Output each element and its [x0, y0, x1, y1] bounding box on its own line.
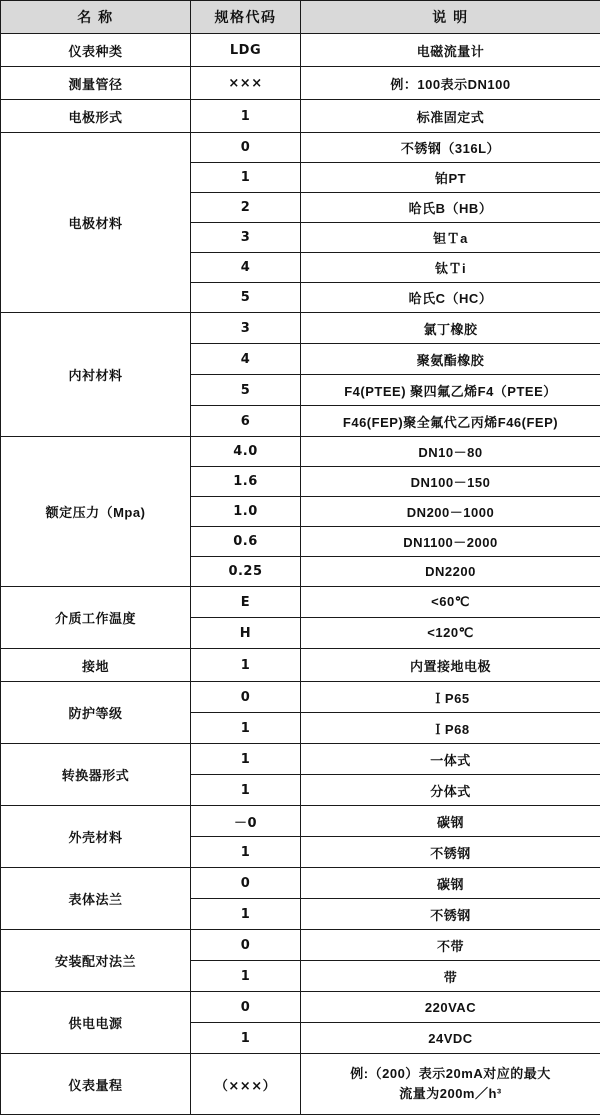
description-cell: 分体式	[301, 775, 600, 806]
description-cell: 铂PT	[301, 163, 600, 193]
column-header-code: 规格代码	[191, 1, 301, 34]
code-cell: H	[191, 618, 301, 649]
group-name-cell: 额定压力（Mpa)	[1, 437, 191, 587]
description-cell: 氯丁橡胶	[301, 313, 600, 344]
code-cell: 1	[191, 713, 301, 744]
table-row	[1, 133, 600, 163]
description-cell: 例：100表示DN100	[301, 67, 600, 100]
description-cell: ＩP68	[301, 713, 600, 744]
group-name-cell: 仪表种类	[1, 34, 191, 67]
description-cell: ＩP65	[301, 682, 600, 713]
description-cell: 220VAC	[301, 992, 600, 1023]
code-cell: 1	[191, 837, 301, 868]
table-row	[1, 649, 600, 682]
description-cell: 碳钢	[301, 806, 600, 837]
description-cell: 碳钢	[301, 868, 600, 899]
group-name-cell: 仪表量程	[1, 1054, 191, 1115]
group-name-cell: 电极材料	[1, 133, 191, 313]
description-cell: 内置接地电极	[301, 649, 600, 682]
description-cell: <120℃	[301, 618, 600, 649]
group-name-cell: 安装配对法兰	[1, 930, 191, 992]
table-row	[1, 868, 600, 899]
code-cell: 4.0	[191, 437, 301, 467]
column-header-name: 名 称	[1, 1, 191, 34]
description-cell: 24VDC	[301, 1023, 600, 1054]
code-cell: 1.0	[191, 497, 301, 527]
code-cell: 5	[191, 375, 301, 406]
description-line-1: 例:（200）表示20mA对应的最大	[307, 1064, 594, 1084]
table-row	[1, 437, 600, 467]
code-cell: 1	[191, 961, 301, 992]
code-cell: 1	[191, 744, 301, 775]
table-row	[1, 67, 600, 100]
code-cell: 4	[191, 253, 301, 283]
group-name-cell: 转换器形式	[1, 744, 191, 806]
description-cell: DN2200	[301, 557, 600, 587]
description-cell: DN100－150	[301, 467, 600, 497]
code-cell: 1	[191, 775, 301, 806]
description-cell	[301, 1054, 600, 1115]
description-cell: 带	[301, 961, 600, 992]
description-cell: DN1100－2000	[301, 527, 600, 557]
code-cell: 6	[191, 406, 301, 437]
group-name-cell: 表体法兰	[1, 868, 191, 930]
group-name-cell: 电极形式	[1, 100, 191, 133]
group-name-cell: 测量管径	[1, 67, 191, 100]
code-cell: －0	[191, 806, 301, 837]
description-cell: 标准固定式	[301, 100, 600, 133]
description-cell: F46(FEP)聚全氟代乙丙烯F46(FEP)	[301, 406, 600, 437]
description-cell: DN10－80	[301, 437, 600, 467]
code-cell: 1	[191, 163, 301, 193]
code-cell: 3	[191, 313, 301, 344]
code-cell: E	[191, 587, 301, 618]
table-row	[1, 806, 600, 837]
code-cell: 0	[191, 682, 301, 713]
group-name-cell: 介质工作温度	[1, 587, 191, 649]
code-cell: 1	[191, 1023, 301, 1054]
description-cell: F4(PTEE) 聚四氟乙烯F4（PTEE）	[301, 375, 600, 406]
table-row	[1, 587, 600, 618]
code-cell: 0	[191, 868, 301, 899]
table-row	[1, 1054, 600, 1115]
code-cell: 1	[191, 899, 301, 930]
code-cell: LDG	[191, 34, 301, 67]
code-cell: 3	[191, 223, 301, 253]
description-cell: 聚氨酯橡胶	[301, 344, 600, 375]
table-row	[1, 682, 600, 713]
code-cell: 1	[191, 100, 301, 133]
table-row	[1, 744, 600, 775]
code-cell: 2	[191, 193, 301, 223]
table-header	[1, 1, 600, 34]
code-cell: 4	[191, 344, 301, 375]
description-cell: 哈氏B（HB）	[301, 193, 600, 223]
description-cell: <60℃	[301, 587, 600, 618]
group-name-cell: 接地	[1, 649, 191, 682]
description-cell: 一体式	[301, 744, 600, 775]
column-header-description: 说 明	[301, 1, 600, 34]
code-cell: 0.25	[191, 557, 301, 587]
code-cell: （×××）	[191, 1054, 301, 1115]
table-row	[1, 100, 600, 133]
description-line-2: 流量为200m／h³	[307, 1084, 594, 1104]
description-cell: 不锈钢（316L）	[301, 133, 600, 163]
code-cell: 0	[191, 133, 301, 163]
table-row	[1, 34, 600, 67]
table-row	[1, 313, 600, 344]
description-cell: DN200－1000	[301, 497, 600, 527]
table-body	[1, 34, 600, 1115]
group-name-cell: 外壳材料	[1, 806, 191, 868]
group-name-cell: 防护等级	[1, 682, 191, 744]
group-name-cell: 内衬材料	[1, 313, 191, 437]
header-row	[1, 1, 600, 34]
description-cell: 钽Ｔa	[301, 223, 600, 253]
code-cell: 0.6	[191, 527, 301, 557]
description-cell: 钛Ｔi	[301, 253, 600, 283]
description-cell: 哈氏C（HC）	[301, 283, 600, 313]
group-name-cell: 供电电源	[1, 992, 191, 1054]
code-cell: 5	[191, 283, 301, 313]
table-row	[1, 930, 600, 961]
description-cell: 电磁流量计	[301, 34, 600, 67]
code-cell: 1	[191, 649, 301, 682]
description-cell: 不锈钢	[301, 837, 600, 868]
code-cell: 0	[191, 992, 301, 1023]
table-row	[1, 992, 600, 1023]
code-cell: 0	[191, 930, 301, 961]
description-cell: 不锈钢	[301, 899, 600, 930]
code-cell: 1.6	[191, 467, 301, 497]
code-cell: ×××	[191, 67, 301, 100]
description-cell: 不带	[301, 930, 600, 961]
